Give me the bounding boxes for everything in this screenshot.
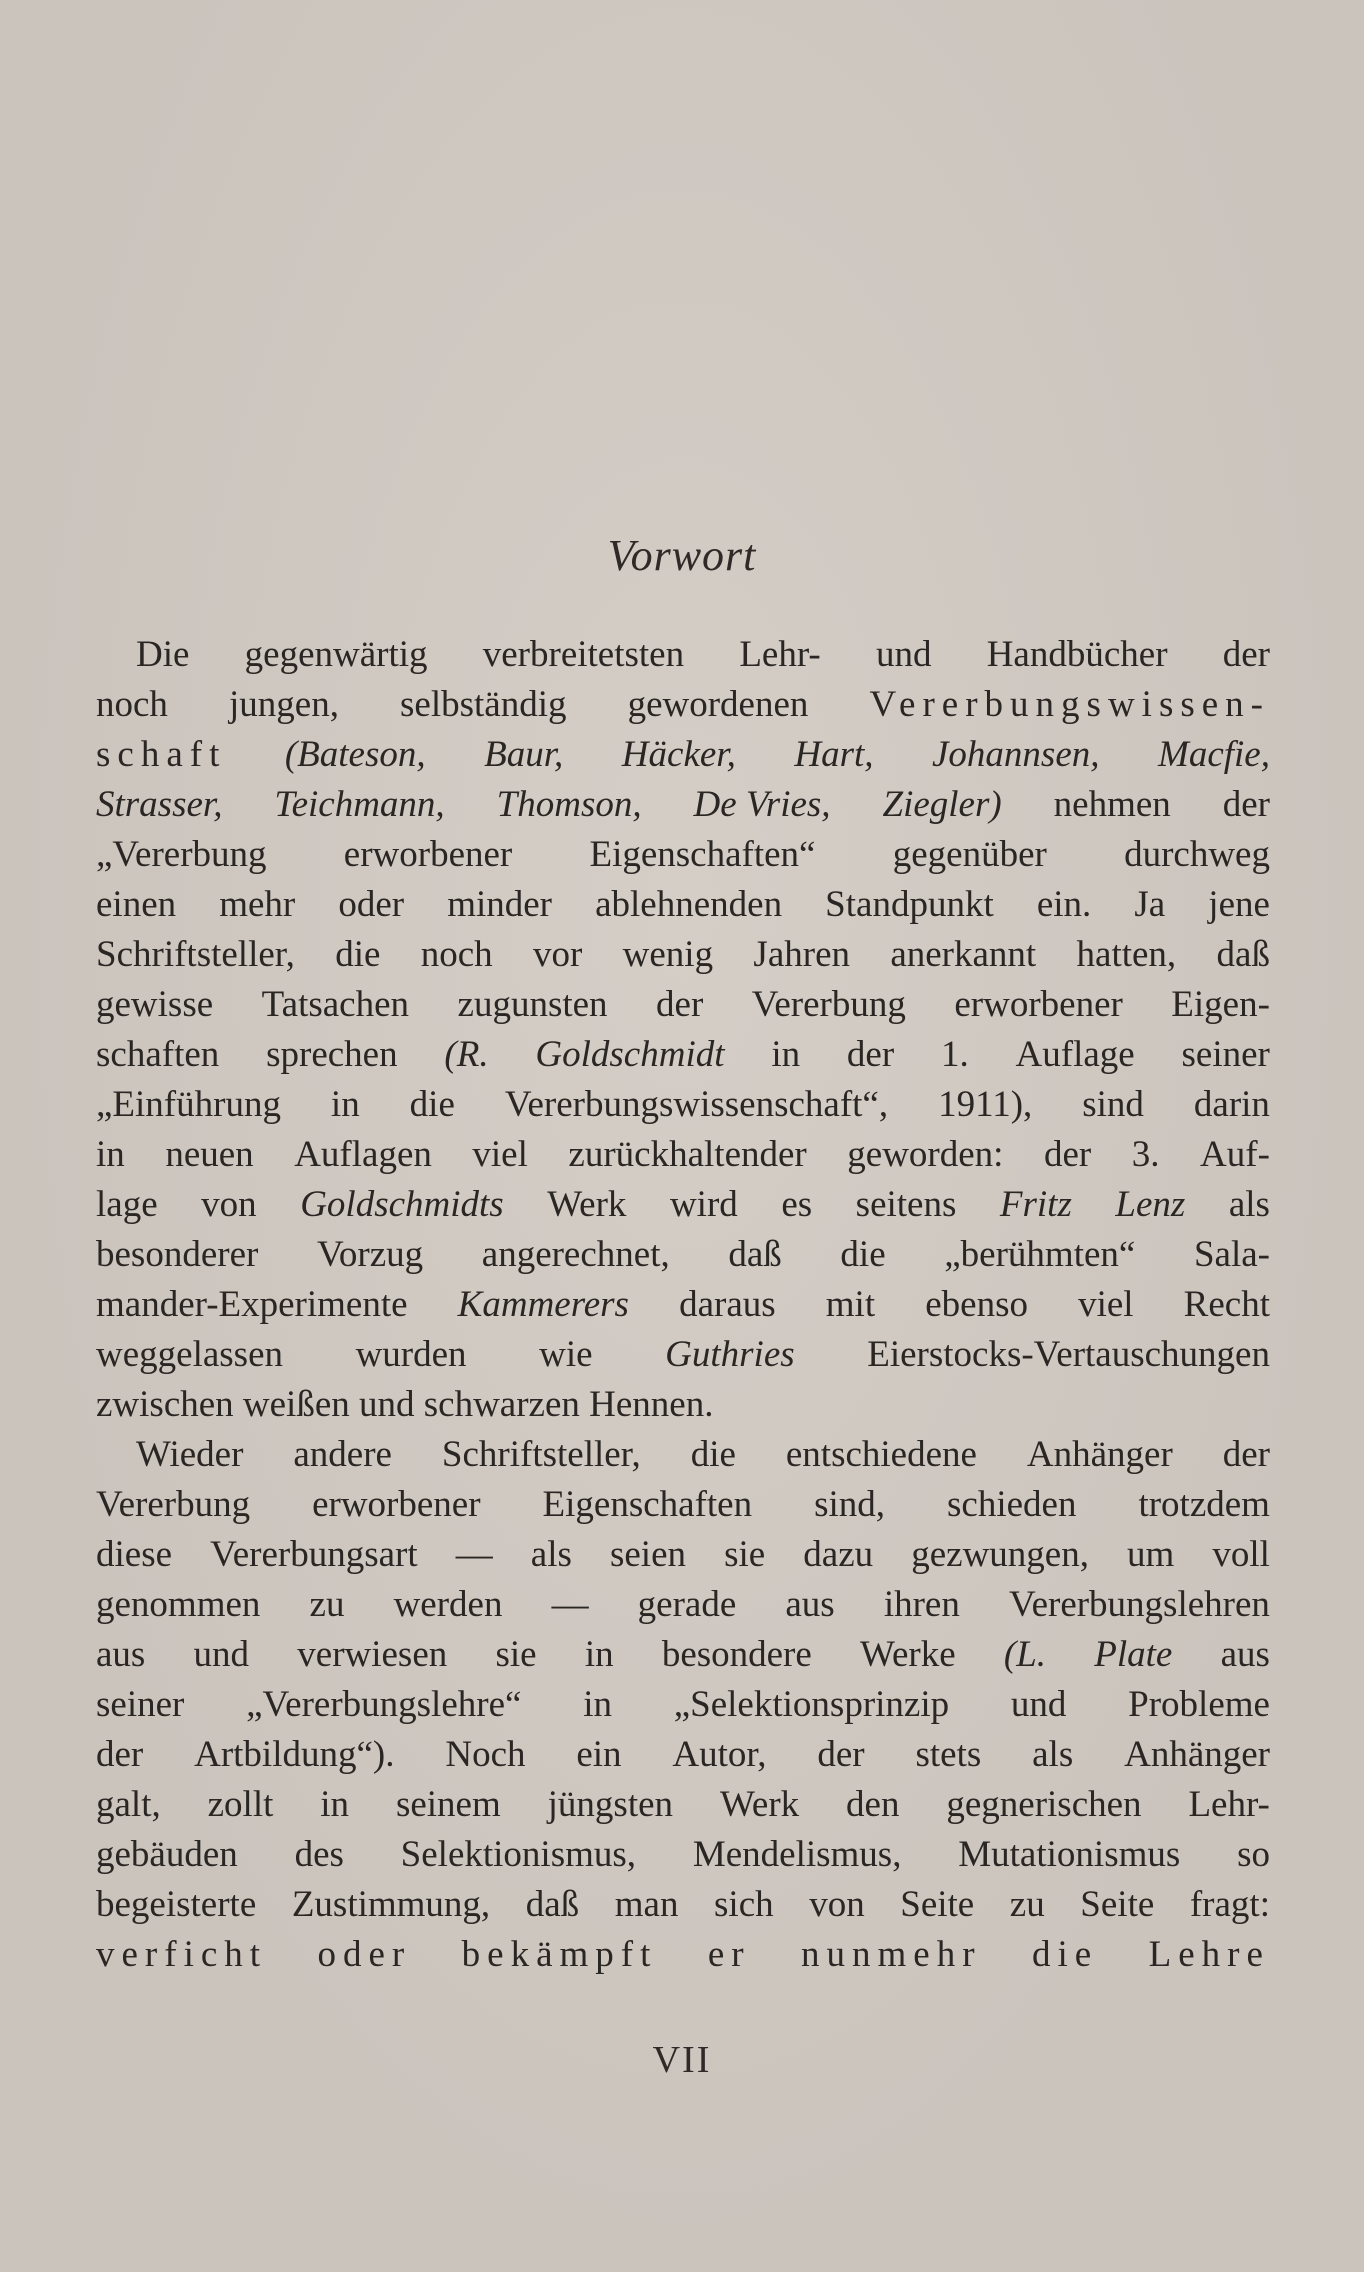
text-line: Strasser, Teichmann, Thomson, De Vries, Ziegler) nehmen der <box>96 784 1270 825</box>
text-line: in neuen Auflagen viel zurückhaltender geworden: der 3. Auf- <box>96 1134 1270 1175</box>
body-text <box>96 630 1270 1980</box>
text-line: gewisse Tatsachen zugunsten der Vererbung erworbener Eigen- <box>96 984 1270 1025</box>
text-line: einen mehr oder minder ablehnenden Standpunkt ein. Ja jene <box>96 884 1270 925</box>
text-line: Vererbung erworbener Eigenschaften sind, schieden trotzdem <box>96 1484 1270 1525</box>
text-line: zwischen weißen und schwarzen Hennen. <box>96 1384 714 1425</box>
text-line: „Vererbung erworbener Eigenschaften“ gegenüber durchweg <box>96 834 1270 875</box>
text-line: gebäuden des Selektionismus, Mendelismus, Mutationismus so <box>96 1834 1270 1875</box>
text-line: verficht oder bekämpft er nunmehr die Lehre <box>96 1934 1270 1975</box>
text-line: genommen zu werden — gerade aus ihren Vererbungslehren <box>96 1584 1270 1625</box>
text-line: schaften sprechen (R. Goldschmidt in der 1. Auflage seiner <box>96 1034 1270 1075</box>
text-line: mander-Experimente Kammerers daraus mit ebenso viel Recht <box>96 1284 1270 1325</box>
text-line: diese Vererbungsart — als seien sie dazu gezwungen, um voll <box>96 1534 1270 1575</box>
text-line: Die gegenwärtig verbreitetsten Lehr- und Handbücher der <box>136 634 1270 675</box>
page-title: Vorwort <box>607 531 757 580</box>
text-line: Wieder andere Schriftsteller, die entschiedene Anhänger der <box>136 1434 1270 1475</box>
text-line: Schriftsteller, die noch vor wenig Jahren anerkannt hatten, daß <box>96 934 1270 975</box>
text-line: lage von Goldschmidts Werk wird es seitens Fritz Lenz als <box>96 1184 1270 1225</box>
text-line: der Artbildung“). Noch ein Autor, der stets als Anhänger <box>96 1734 1270 1775</box>
text-line: besonderer Vorzug angerechnet, daß die „berühmten“ Sala- <box>96 1234 1270 1275</box>
text-line: schaft (Bateson, Baur, Häcker, Hart, Johannsen, Macfie, <box>96 734 1270 775</box>
text-line: galt, zollt in seinem jüngsten Werk den gegnerischen Lehr- <box>96 1784 1270 1825</box>
text-line: aus und verwiesen sie in besondere Werke (L. Plate aus <box>96 1634 1270 1675</box>
text-line: weggelassen wurden wie Guthries Eierstocks-Vertauschungen <box>96 1334 1270 1375</box>
text-line: noch jungen, selbständig gewordenen Vererbungswissen- <box>96 684 1270 725</box>
page-number: VII <box>652 2039 712 2081</box>
text-line: seiner „Vererbungslehre“ in „Selektionsprinzip und Probleme <box>96 1684 1270 1725</box>
text-line: begeisterte Zustimmung, daß man sich von Seite zu Seite fragt: <box>96 1884 1270 1925</box>
text-line: „Einführung in die Vererbungswissenschaft“, 1911), sind darin <box>96 1084 1270 1125</box>
